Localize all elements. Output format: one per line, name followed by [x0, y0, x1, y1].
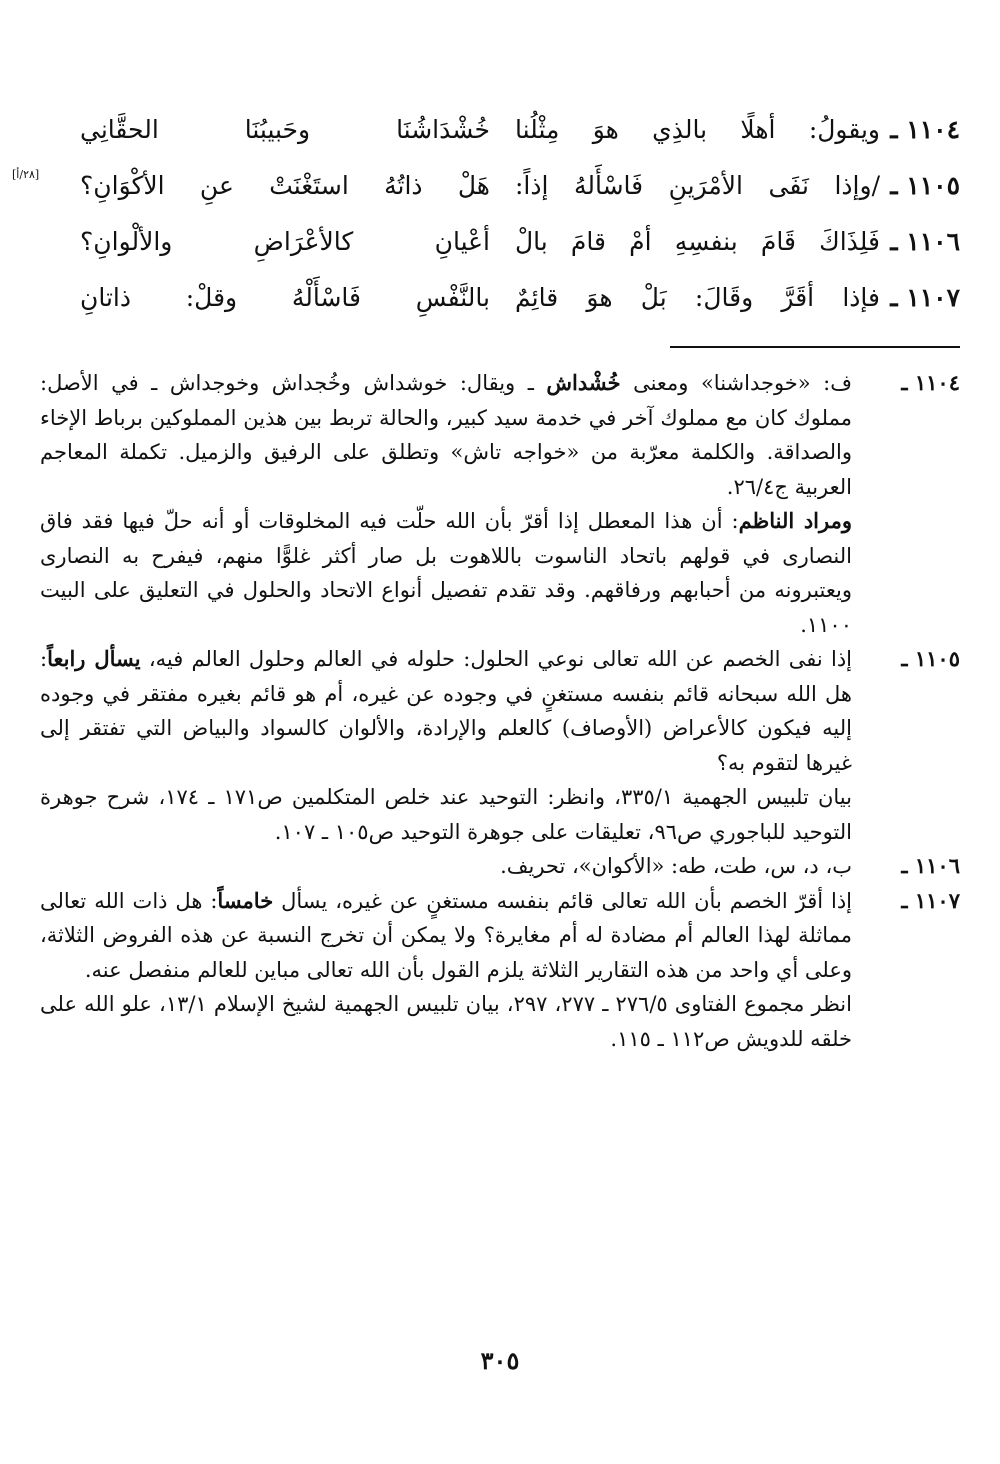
footnote-references: بيان تلبيس الجهمية ٣٣٥/١، وانظر: التوحيد عند خلص المتكلمين ص١٧١ ـ ١٧٤، شرح جوهرة التوحيد للباجوري ص٩٦، تعليقات على جوهرة التوحيد ص١٠٥ ـ ١٠٧. [40, 785, 852, 844]
footnote-separator [670, 346, 960, 348]
footnotes [40, 366, 960, 1056]
verse-1106 [40, 222, 960, 278]
footnote-number: ١١٠٤ ـ [901, 370, 960, 395]
footnote-1106 [40, 849, 960, 884]
footnote-text: ب، د، س، طت، طه: «الأكوان»، تحريف. [500, 854, 852, 878]
footnote-references: انظر مجموع الفتاوى ٢٧٦/٥ ـ ٢٧٧، ٢٩٧، بيان تلبيس الجهمية لشيخ الإسلام ١٣/١، علو الله على خلقه للدويش ص١١٢ ـ ١١٥. [40, 992, 852, 1051]
footnote-text: إذا أقرّ الخصم بأن الله تعالى قائم بنفسه مستغنٍ عن غيره، يسأل [273, 888, 853, 913]
footnote-term: ومراد الناظم [738, 508, 852, 533]
footnote-term: خامساً [217, 887, 274, 913]
footnote-text: إذا نفى الخصم عن الله تعالى نوعي الحلول: حلوله في العالم وحلول العالم فيه، [140, 647, 853, 671]
verse-1105 [12, 166, 960, 222]
footnote-1105 [40, 642, 960, 849]
footnote-text: : هل ذات الله تعالى مماثلة لهذا العالم أم مضادة له أم مغايرة؟ ولا يمكن أن تخرج النسبة عن هذه الفروض الثلاثة، وعلى أي واحد من هذه التقارير الثلاثة يلزم القول بأن الله تعالى مباين للعالم منفصل عنه. [40, 888, 852, 982]
footnote-text: : أن هذا المعطل إذا أقرّ بأن الله حلّت فيه المخلوقات أو أنه حلّ فيها فقد فاق النصارى في قولهم باتحاد الناسوت باللاهوت بل صار أكثر غلوًّا منهم، فيفرح به النصارى ويعتبرونه من أحبابهم ورفاقهم. وقد تقدم تفصيل أنواع الاتحاد والحلول في التعليق على البيت ١١٠٠. [40, 509, 852, 637]
footnote-paragraph [40, 366, 852, 504]
verse-1107 [40, 278, 960, 334]
poem-block [12, 110, 960, 334]
verse-second-hemistich: بالنَّفْسِ فَاسْأَلْهُ وقلْ: ذاتانِ [80, 283, 490, 312]
footnote-number: ١١٠٥ ـ [901, 646, 960, 671]
footnote-text: : هل الله سبحانه قائم بنفسه مستغنٍ في وجوده عن غيره، أم هو قائم بغيره مفتقر في وجوده إليه فيكون كالأعراض (الأوصاف) كالعلم والإرادة، والألوان كالسواد والبياض التي تفتقر إلى غيرها لتقوم به؟ [40, 647, 852, 775]
book-page [12, 0, 960, 1464]
footnote-term: يسأل رابعاً [47, 646, 141, 671]
footnote-paragraph [40, 642, 852, 780]
footnote-paragraph [40, 884, 852, 988]
verse-second-hemistich: خُشْدَاشُنَا وحَبيبُنَا الحقَّانِي [80, 115, 490, 144]
footnote-paragraph [40, 504, 852, 642]
verse-first-hemistich: فإذا أقَرَّ وقَالَ: بَلْ هوَ قائِمٌ [515, 283, 880, 312]
manuscript-folio-ref: [٢٨/أ] [12, 168, 40, 181]
footnote-term: خُشْداش [546, 370, 621, 395]
verse-number: ١١٠٤ ـ [890, 115, 960, 144]
verse-1104 [40, 110, 960, 166]
verse-first-hemistich: ويقولُ: أهلًا بالذِي هوَ مِثْلُنا [515, 115, 880, 144]
footnote-number: ١١٠٧ ـ [901, 887, 960, 913]
verse-second-hemistich: هَلْ ذاتُهُ استَغْنَتْ عنِ الأكْوَانِ؟ [80, 171, 490, 200]
verse-first-hemistich: فَلِذَاكَ قَامَ بنفسِهِ أمْ قامَ بالْ [515, 227, 880, 256]
verse-number: ١١٠٧ ـ [890, 283, 960, 312]
verse-first-hemistich: /وإذا نَفَى الأمْرَينِ فَاسْأَلهُ إذاً: [515, 171, 880, 200]
page-number: ٣٠٥ [480, 1346, 520, 1375]
verse-second-hemistich: أعْيانِ كالأعْرَاضِ والألْوانِ؟ [80, 227, 490, 256]
verse-number: ١١٠٦ ـ [890, 227, 960, 256]
footnote-1104 [40, 366, 960, 642]
footnote-1107 [40, 884, 960, 1057]
footnote-number: ١١٠٦ ـ [901, 853, 960, 878]
verse-number: ١١٠٥ ـ [890, 171, 960, 200]
footnote-text: ف: «خوجداشنا» ومعنى [620, 371, 852, 395]
footnote-text: ـ ويقال: خوشداش وخُجداش وخوجداش ـ في الأصل: مملوك كان مع مملوك آخر في خدمة سيد كبير، والحالة تربط بين هذين المملوكين برباط الإخاء والصداقة. والكلمة معرّبة من «خواجه تاش» وتطلق على الرفيق والزميل. تكملة المعاجم العربية ج٢٦/٤. [40, 371, 852, 499]
